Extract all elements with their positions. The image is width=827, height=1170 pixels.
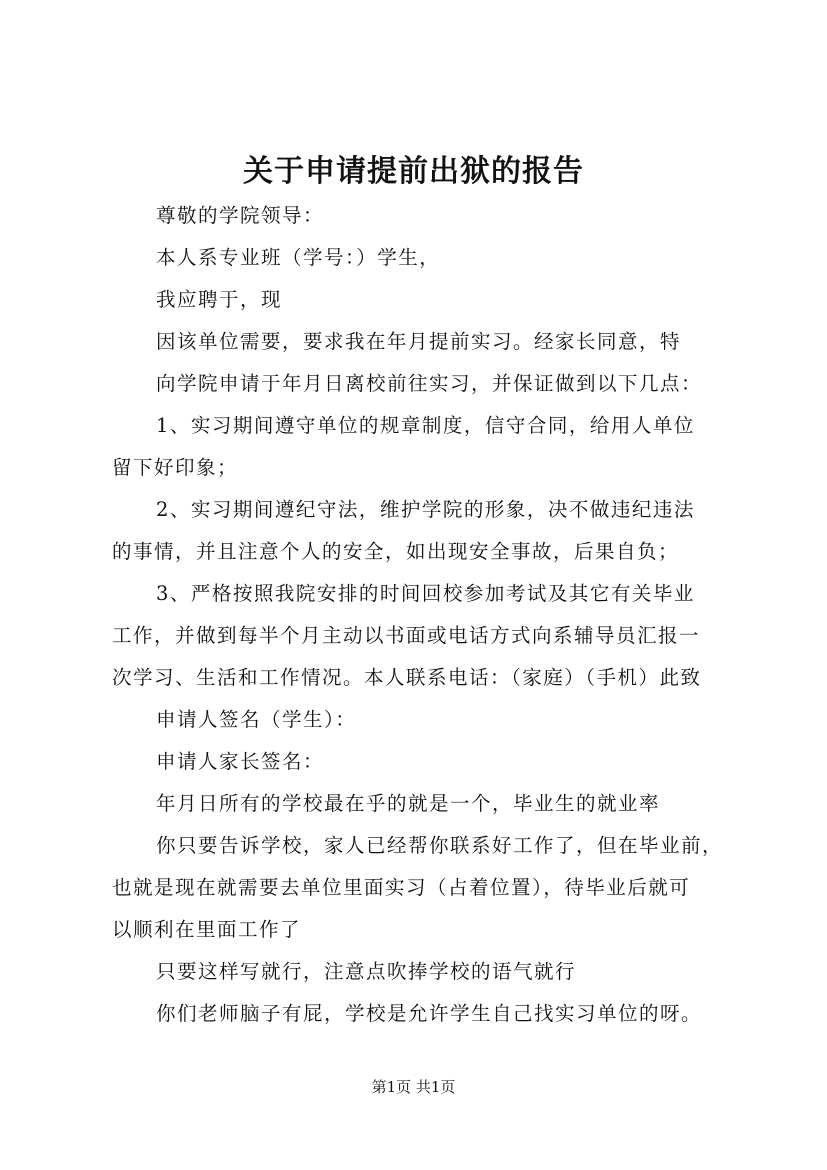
document-title: 关于申请提前出狱的报告 xyxy=(243,154,584,189)
paragraph-line: 因该单位需要，要求我在年月提前实习。经家长同意，特 xyxy=(156,330,682,353)
paragraph-line: 2、实习期间遵纪守法，维护学院的形象，决不做违纪违法 xyxy=(156,498,695,521)
paragraph-line: 申请人签名（学生）： xyxy=(156,708,357,731)
paragraph-line: 3、严格按照我院安排的时间回校参加考试及其它有关毕业 xyxy=(156,582,695,605)
paragraph-line: 你们老师脑子有屁，学校是允许学生自己找实习单位的呀。 xyxy=(156,1002,703,1025)
paragraph-line: 申请人家长签名： xyxy=(156,750,325,773)
paragraph-line: 尊敬的学院领导： xyxy=(156,204,325,227)
paragraph-line: 次学习、生活和工作情况。本人联系电话：（家庭）（手机）此致 xyxy=(112,666,702,689)
document-body xyxy=(112,195,742,1035)
paragraph-line: 向学院申请于年月日离校前往实习，并保证做到以下几点： xyxy=(156,372,703,395)
paragraph-line: 年月日所有的学校最在乎的就是一个，毕业生的就业率 xyxy=(156,792,661,815)
page-footer: 第1页 共1页 xyxy=(371,1078,456,1096)
paragraph-line: 的事情，并且注意个人的安全，如出现安全事故，后果自负； xyxy=(112,540,680,563)
paragraph-line: 留下好印象； xyxy=(112,456,239,479)
paragraph-line: 你只要告诉学校，家人已经帮你联系好工作了，但在毕业前， xyxy=(156,834,724,857)
paragraph-line: 以顺利在里面工作了 xyxy=(112,918,302,941)
paragraph-line: 也就是现在就需要去单位里面实习（占着位置），待毕业后就可 xyxy=(112,876,691,899)
paragraph-line: 工作，并做到每半个月主动以书面或电话方式向系辅导员汇报一 xyxy=(112,624,701,647)
paragraph-line: 本人系专业班（学号：）学生， xyxy=(156,246,441,269)
paragraph-line: 我应聘于，现 xyxy=(156,288,283,311)
paragraph-line: 1、实习期间遵守单位的规章制度，信守合同，给用人单位 xyxy=(156,414,695,437)
paragraph-line: 只要这样写就行，注意点吹捧学校的语气就行 xyxy=(156,960,577,983)
